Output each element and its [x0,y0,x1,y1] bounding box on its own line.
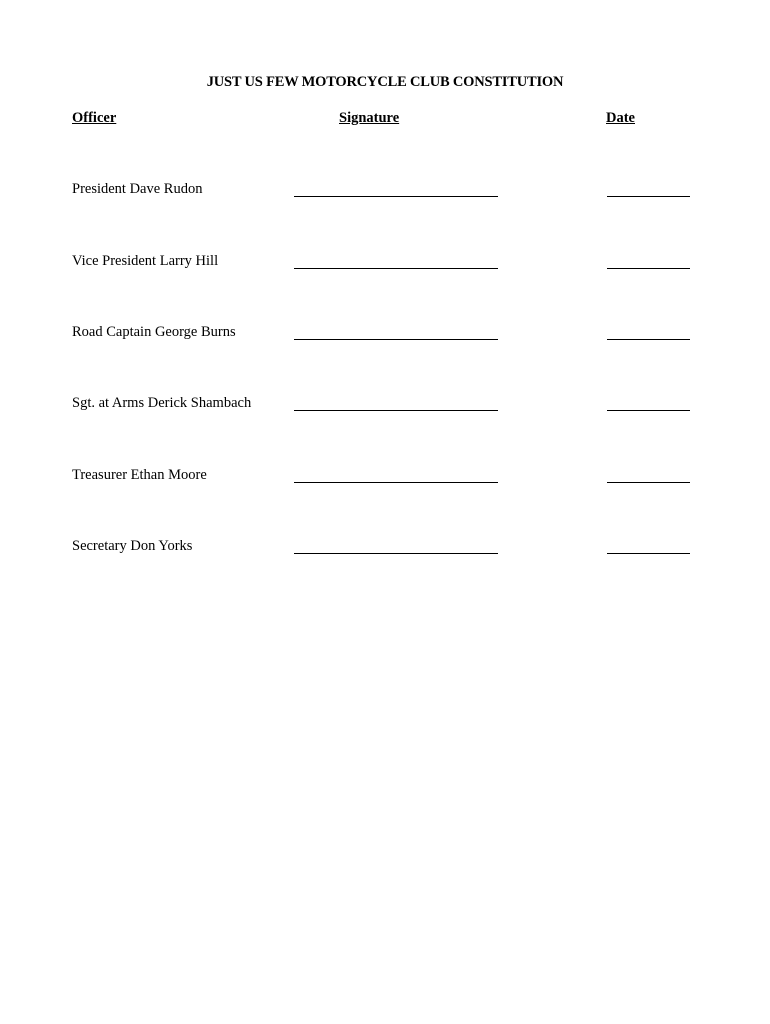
date-line[interactable] [607,339,690,340]
signature-line[interactable] [294,482,498,483]
document-title: JUST US FEW MOTORCYCLE CLUB CONSTITUTION [206,74,564,90]
officer-name: Secretary Don Yorks [72,538,193,554]
date-line[interactable] [607,410,690,411]
signature-line[interactable] [294,410,498,411]
officer-name: Sgt. at Arms Derick Shambach [72,395,252,411]
date-line[interactable] [607,268,690,269]
column-header-officer: Officer [72,110,117,126]
officer-row [0,181,770,205]
date-line[interactable] [607,482,690,483]
signature-line[interactable] [294,339,498,340]
signature-line[interactable] [294,553,498,554]
date-line[interactable] [607,553,690,554]
signature-line[interactable] [294,196,498,197]
officer-row [0,253,770,277]
column-header-signature: Signature [339,110,400,126]
officer-name: Treasurer Ethan Moore [72,467,207,483]
officer-row [0,395,770,419]
officer-row [0,467,770,491]
signature-line[interactable] [294,268,498,269]
date-line[interactable] [607,196,690,197]
officer-row [0,538,770,562]
officer-name: President Dave Rudon [72,181,203,197]
officer-row [0,324,770,348]
officer-name: Road Captain George Burns [72,324,236,340]
officer-name: Vice President Larry Hill [72,253,219,269]
column-header-date: Date [606,110,635,126]
